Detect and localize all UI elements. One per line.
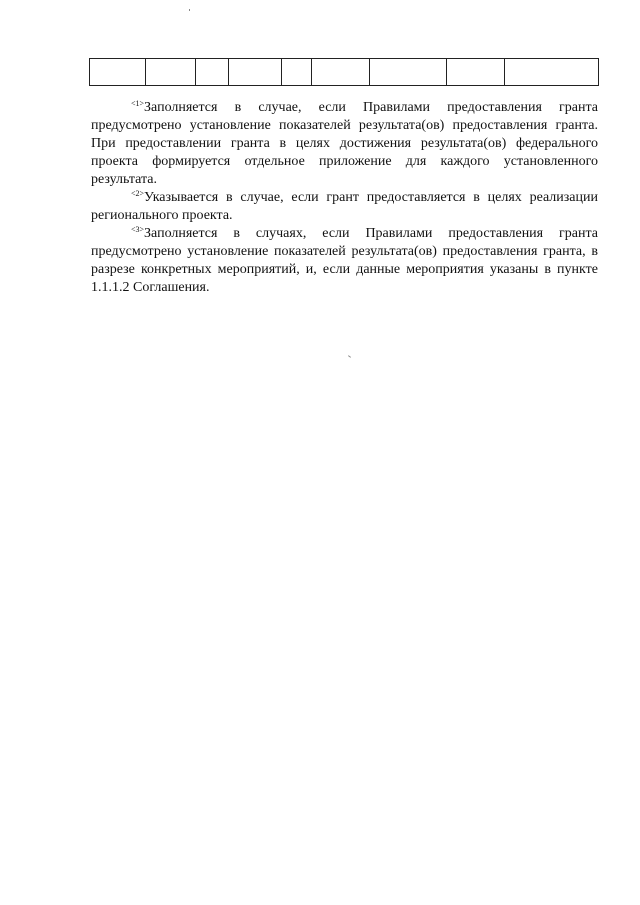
- table-cell: [196, 59, 229, 86]
- table-cell: [282, 59, 312, 86]
- empty-table: [89, 58, 598, 86]
- table-cell: [146, 59, 196, 86]
- footnote-marker: <1>: [131, 99, 145, 108]
- table-cell: [370, 59, 447, 86]
- scan-speck: [348, 355, 351, 358]
- table-cell: [90, 59, 146, 86]
- footnote-marker: <2>: [131, 189, 145, 198]
- table-cell: [229, 59, 282, 86]
- table-row: [90, 59, 599, 86]
- footnote-3: [91, 225, 598, 297]
- footnote-2: [91, 189, 598, 225]
- table-cell: [505, 59, 599, 86]
- footnote-1: [91, 99, 598, 189]
- table-cell: [447, 59, 505, 86]
- scan-speck: [189, 9, 190, 11]
- table-grid: [89, 58, 599, 86]
- footnote-text: Заполняется в случае, если Правилами предоставления гранта предусмотрено установление показателей результата(ов) предоставления гранта. При предоставлении гранта в целях достижения результата(ов) федерального проекта формируется отдельное приложение для каждого установленного результата.: [91, 100, 598, 187]
- table-cell: [312, 59, 370, 86]
- footnote-marker: <3>: [131, 225, 145, 234]
- footnotes: [91, 99, 598, 297]
- footnote-text: Указывается в случае, если грант предоставляется в целях реализации регионального проекта.: [91, 190, 598, 223]
- footnote-text: Заполняется в случаях, если Правилами предоставления гранта предусмотрено установление показателей результата(ов) предоставления гранта, в разрезе конкретных мероприятий, и, если данные мероприятия указаны в пункте 1.1.1.2 Соглашения.: [91, 226, 598, 295]
